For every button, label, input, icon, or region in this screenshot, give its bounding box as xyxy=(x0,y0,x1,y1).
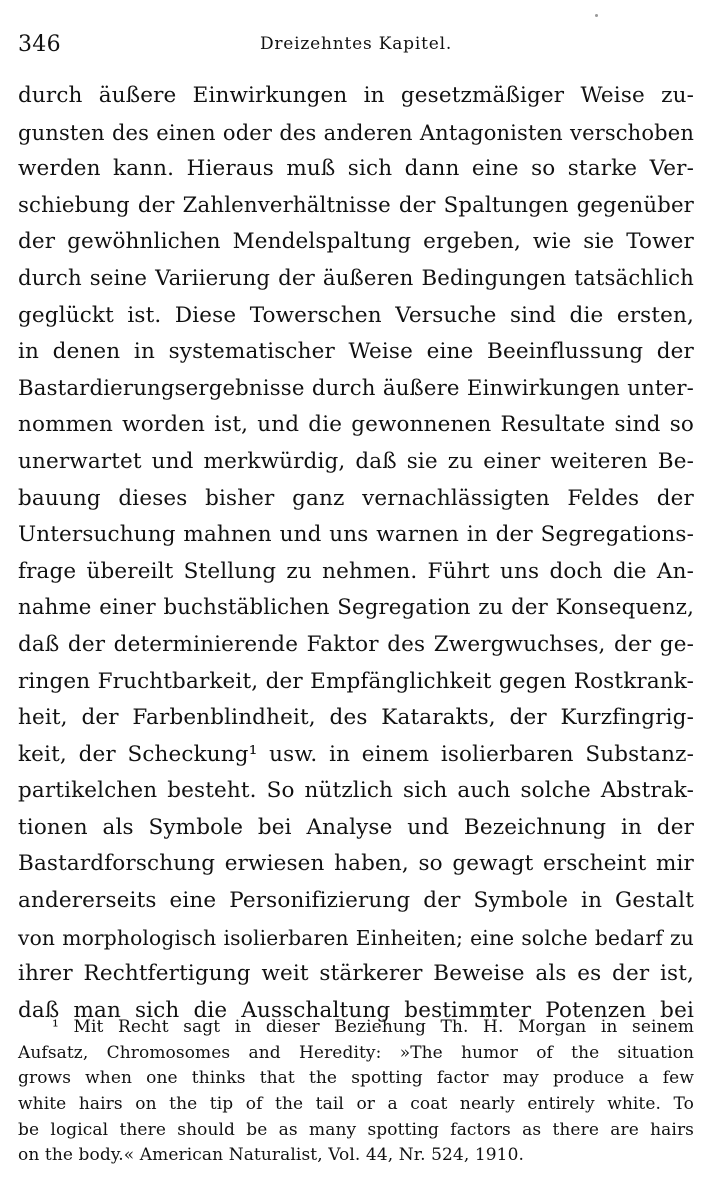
text-line: bauung dieses bisher ganz vernachlässigten Feldes der xyxy=(18,485,694,511)
text-line: ihrer Rechtfertigung weit stärkerer Beweise als es der ist, xyxy=(18,961,694,987)
text-line: daß man sich die Ausschaltung bestimmter Potenzen bei xyxy=(18,997,694,1023)
text-line: Bastardierungsergebnisse durch äußere Einwirkungen unter- xyxy=(18,375,694,401)
text-line: durch äußere Einwirkungen in gesetzmäßiger Weise zu- xyxy=(18,83,694,108)
page-header xyxy=(18,22,694,62)
text-line: ringen Fruchtbarkeit, der Empfänglichkeit gegen Rostkrank- xyxy=(18,668,694,694)
text-line: tionen als Symbole bei Analyse und Bezeichnung in der xyxy=(18,814,694,840)
text-line: daß der determinierende Faktor des Zwergwuchses, der ge- xyxy=(18,631,694,657)
footnote-line: be logical there should be as many spotting factors as there are hairs xyxy=(18,1119,694,1140)
text-line: partikelchen besteht. So nützlich sich auch solche Abstrak- xyxy=(18,778,694,804)
page-number: 346 xyxy=(18,32,61,57)
text-line: unerwartet und merkwürdig, daß sie zu einer weiteren Be- xyxy=(18,448,694,474)
footnote-line: Aufsatz, Chromosomes and Heredity: »The humor of the situation xyxy=(18,1042,694,1063)
footnote-line: ¹ Mit Recht sagt in dieser Beziehung Th. H. Morgan in seinem xyxy=(52,1017,694,1037)
text-line: der gewöhnlichen Mendelspaltung ergeben, wie sie Tower xyxy=(18,229,694,255)
text-line: werden kann. Hieraus muß sich dann eine so starke Ver- xyxy=(18,156,694,182)
text-line: nahme einer buchstäblichen Segregation zu der Konsequenz, xyxy=(18,595,694,621)
text-line: keit, der Scheckung¹ usw. in einem isolierbaren Substanz- xyxy=(18,741,694,767)
text-line: geglückt ist. Diese Towerschen Versuche sind die ersten, xyxy=(18,302,694,328)
footnote-line: grows when one thinks that the spotting factor may produce a few xyxy=(18,1068,694,1089)
footnote xyxy=(18,1015,694,1169)
text-line: nommen worden ist, und die gewonnenen Resultate sind so xyxy=(18,412,694,438)
footnote-line: white hairs on the tip of the tail or a coat nearly entirely white. To xyxy=(18,1094,694,1115)
paper-speck xyxy=(595,14,598,17)
main-text xyxy=(18,78,694,1029)
text-line: durch seine Variierung der äußeren Bedingungen tatsächlich xyxy=(18,265,694,291)
text-line: in denen in systematischer Weise eine Beeinflussung der xyxy=(18,339,694,365)
text-line: andererseits eine Personifizierung der Symbole in Gestalt xyxy=(18,888,694,914)
text-line: gunsten des einen oder des anderen Antagonisten verschoben xyxy=(18,120,694,145)
text-line: Untersuchung mahnen und uns warnen in der Segregations- xyxy=(18,522,694,548)
running-title: Dreizehntes Kapitel. xyxy=(259,34,453,54)
text-line: schiebung der Zahlenverhältnisse der Spaltungen gegenüber xyxy=(18,192,694,218)
text-line: heit, der Farbenblindheit, des Katarakts, der Kurzfingrig- xyxy=(18,705,694,731)
text-line: von morphologisch isolierbaren Einheiten; eine solche bedarf zu xyxy=(18,925,694,950)
footnote-line: on the body.« American Naturalist, Vol. 44, Nr. 524, 1910. xyxy=(18,1145,525,1166)
text-line: Bastardforschung erwiesen haben, so gewagt erscheint mir xyxy=(18,851,694,877)
text-line: frage übereilt Stellung zu nehmen. Führt uns doch die An- xyxy=(18,558,694,584)
